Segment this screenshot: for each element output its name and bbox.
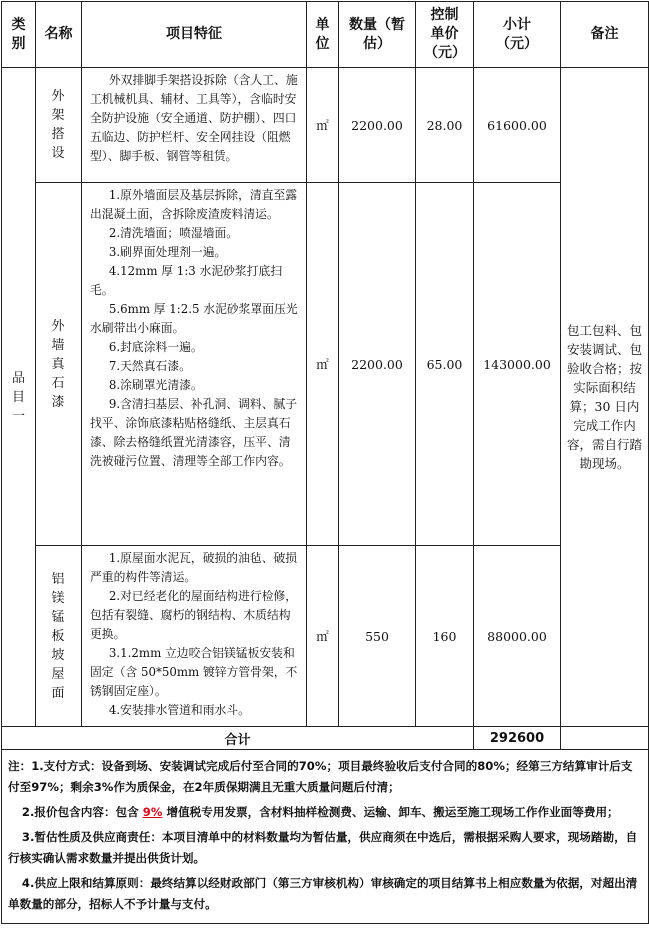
feature-line: 4.安装排水管道和雨水斗。 — [108, 703, 250, 717]
item-subtotal: 143000.00 — [474, 183, 561, 546]
item-price: 65.00 — [416, 183, 474, 546]
note-estimate: 3.暂估性质及供应商责任：本项目清单中的材料数量均为暂估量，供应商须在中选后，需根据采购人要求，现场踏勘，自行核实确认需求数量并提出供货计划。 — [8, 830, 638, 865]
feature-line: 7.天然真石漆。 — [108, 359, 191, 373]
item-quantity: 2200.00 — [339, 183, 416, 546]
header-name: 名称 — [36, 2, 82, 68]
header-subtotal: 小计（元） — [474, 2, 561, 68]
category-label: 品目一 — [12, 370, 27, 424]
price-list-table — [1, 1, 649, 924]
note-payment: 注：1.支付方式：设备到场、安装调试完成后付至合同的70%；项目最终验收后支付合同的80%；经第三方结算审计后支付至97%；剩余3%作为质保金，在2年质保期满且无重大质量问题后付清； — [8, 759, 633, 794]
feature-line: 3.1.2mm 立边咬合铝镁锰板安装和固定（含 50*50mm 镀锌方管骨架，不锈钢固定座）。 — [90, 646, 298, 698]
total-label: 合计 — [2, 727, 474, 750]
item-name-cell — [36, 183, 82, 546]
header-remarks: 备注 — [561, 2, 649, 68]
item-name-cell — [36, 68, 82, 183]
item-unit: ㎡ — [307, 183, 339, 546]
item-name: 铝镁锰板坡屋面 — [51, 571, 66, 701]
total-value: 292600 — [474, 727, 561, 750]
header-price: 控制单价（元） — [416, 2, 474, 68]
feature-line: 8.涂刷罩光清漆。 — [108, 378, 203, 392]
header-unit: 单位 — [307, 2, 339, 68]
item-name-cell — [36, 546, 82, 727]
feature-line: 3.刷界面处理剂一遍。 — [108, 245, 227, 259]
notes-row — [2, 750, 649, 924]
header-row — [2, 2, 649, 68]
table-row — [2, 546, 649, 727]
feature-line: 1.原外墙面层及基层拆除，清直至露出混凝土面，含拆除废渣废料清运。 — [90, 188, 298, 221]
item-quantity: 2200.00 — [339, 68, 416, 183]
item-unit: ㎡ — [307, 546, 339, 727]
item-name: 外架搭设 — [51, 89, 66, 161]
item-unit: ㎡ — [307, 68, 339, 183]
header-quantity: 数量（暂估） — [339, 2, 416, 68]
item-name: 外墙真石漆 — [51, 318, 66, 410]
notes-cell — [2, 750, 649, 924]
item-price: 160 — [416, 546, 474, 727]
item-features-cell — [82, 68, 307, 183]
feature-line: 2.清洗墙面；喷湿墙面。 — [108, 226, 239, 240]
note-settlement: 4.供应上限和结算原则：最终结算以经财政部门（第三方审核机构）审核确定的项目结算书上相应数量为依据，对超出清单数量的部分，招标人不予计量与支付。 — [8, 876, 638, 911]
header-category: 类别 — [2, 2, 36, 68]
note-pricing-pre: 2.报价包含内容：包含 — [21, 805, 143, 819]
feature-line: 5.6mm 厚 1:2.5 水泥砂浆罩面压光水刷带出小麻面。 — [90, 302, 298, 335]
feature-line: 6.封底涂料一遍。 — [108, 340, 203, 354]
table-row — [2, 183, 649, 546]
feature-line: 9.含清扫基层、补孔洞、调料、腻子找平、涂饰底漆粘贴格缝纸、主层真石漆、除去格缝纸置光清漆容，压平、清洗被碰污位置、清理等全部工作内容。 — [90, 397, 298, 468]
note-pricing — [8, 802, 642, 823]
item-features-cell — [82, 546, 307, 727]
feature-line: 2.对已经老化的屋面结构进行检修，包括有裂缝、腐朽的钢结构、木质结构更换。 — [90, 589, 298, 641]
item-subtotal: 88000.00 — [474, 546, 561, 727]
item-features-cell — [82, 183, 307, 546]
feature-line: 4.12mm 厚 1:3 水泥砂浆打底扫毛。 — [90, 264, 283, 297]
table-row — [2, 68, 649, 183]
remarks-text: 包工包料、包安装调试、包验收合格；按实际面积结算；30 日内完成工作内容，需自行踏勘现场。 — [566, 323, 642, 471]
category-cell — [2, 68, 36, 727]
remarks-cell — [561, 68, 649, 727]
note-pricing-post: 增值税专用发票，含材料抽样检测费、运输、卸车、搬运至施工现场工作作业面等费用； — [162, 805, 619, 819]
item-price: 28.00 — [416, 68, 474, 183]
total-empty-cell — [561, 727, 649, 750]
header-features: 项目特征 — [82, 2, 307, 68]
note-tax-rate: 9% — [142, 805, 163, 819]
feature-line: 1.原屋面水泥瓦，破损的油毡、破损严重的构件等清运。 — [90, 551, 298, 584]
price-list-sheet — [1, 1, 648, 929]
item-quantity: 550 — [339, 546, 416, 727]
item-subtotal: 61600.00 — [474, 68, 561, 183]
total-row — [2, 727, 649, 750]
feature-line: 外双排脚手架搭设拆除（含人工、施工机械机具、辅材、工具等），含临时安全防护设施（安全通道、防护棚）、四口五临边、防护栏杆、安全网挂设（阻燃型）、脚手板、钢管等租赁。 — [90, 73, 298, 163]
